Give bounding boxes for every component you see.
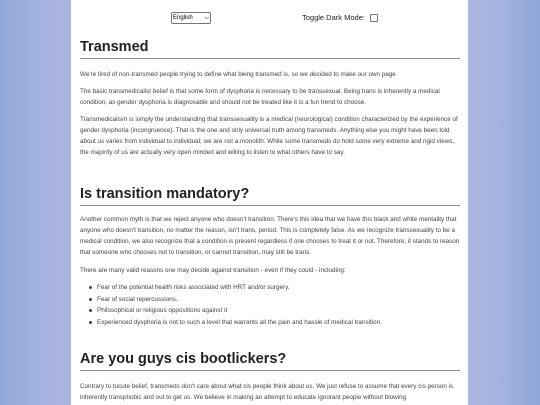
paragraph: Transmedicalism is simply the understanding that transsexuality is a medical (neurological) condition characterized by the experience of gender dysphoria (incongruence). That is the one and only universal truth among transmeds. Anything else you might have been told about us varies from individual to individual; we are not a monolith. While some transmeds do hold some very extreme and rigid views, the majority of us are actually very open minded and willing to listen to what others have to say. — [80, 116, 458, 156]
paragraph: Another common myth is that we reject anyone who doesn't transition. There's this idea that we have this black and white mentality that anyone who doesn't transition, no matter the reason, isn't trans, period. This is completely false. As we recognize transsexuality to be a medical condition, we also recognize that a condition is present regardless if one chooses to treat it or not. Therefore, it stands to reason that someone who chooses not to transition, or cannot transition, may still be trans. — [80, 216, 460, 256]
dark-mode-label: Toggle Dark Mode: — [302, 13, 365, 22]
list-item: Fear of the potential health risks associated with HRT and/or surgery. — [89, 282, 459, 294]
top-bar — [71, 0, 468, 34]
paragraph: We're tired of non-transmed people trying to define what being transmed is, so we decided to make our own page — [80, 71, 396, 78]
section-heading-bootlickers: Are you guys cis bootlickers? — [80, 350, 460, 371]
list-item: Philosophical or religious oppositions against it — [89, 305, 459, 317]
chevron-down-icon: ⌵ — [204, 15, 209, 21]
list-item: Experienced dysphoria is not to such a level that warrants all the pain and hassle of medical transition. — [89, 317, 459, 329]
section-heading-transmed: Transmed — [80, 38, 460, 59]
section-heading-transition: Is transition mandatory? — [80, 185, 460, 206]
list-item: Fear of social repercussions. — [89, 294, 459, 306]
paragraph: Contrary to tucute belief, transmeds don't care about what cis people think about us. We just refuse to assume that every cis person is inherently transphobic and out to get us. We believe in making an attempt to educate ignorant people without blowing — [80, 383, 454, 401]
page-container — [71, 0, 468, 405]
dark-mode-checkbox[interactable] — [370, 14, 378, 22]
language-select-value: English — [173, 15, 193, 21]
reasons-list — [89, 282, 459, 328]
language-select[interactable] — [171, 12, 211, 24]
paragraph: There are many valid reasons one may decide against transition - even if they could - including: — [80, 267, 346, 274]
paragraph: The basic transmedicalist belief is that some form of dysphoria is necessary to be transsexual. Being trans is inherently a medical condition, as gender dysphoria is diagnosable and should not be treated like it is a fun trend to choose. — [80, 88, 440, 106]
dark-mode-toggle — [302, 13, 378, 22]
